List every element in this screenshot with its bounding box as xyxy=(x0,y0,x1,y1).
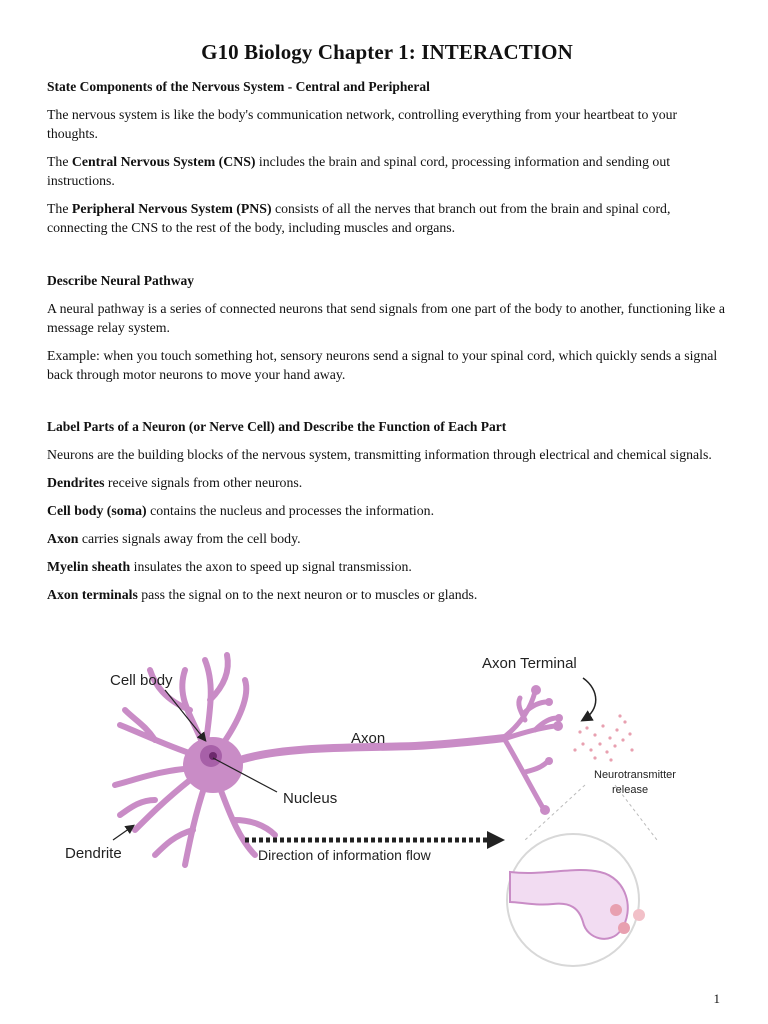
paragraph-cns xyxy=(47,152,727,190)
axon-terminal-pointer xyxy=(583,678,596,720)
label-flow: Direction of information flow xyxy=(258,847,431,863)
part-term: Cell body (soma) xyxy=(47,503,147,518)
pns-rest: consists of all the nerves that branch out from the brain and spinal cord, connecting the CNS to the rest of the body, including muscles and organs. xyxy=(47,201,671,235)
section-heading-nervous-system: State Components of the Nervous System - Central and Peripheral xyxy=(47,79,430,94)
cns-rest: includes the brain and spinal cord, processing information and sending out instructions. xyxy=(47,154,671,188)
paragraph-pns xyxy=(47,199,727,237)
page-number: 1 xyxy=(713,991,720,1006)
label-axon-terminal: Axon Terminal xyxy=(482,655,577,672)
paragraph-neuron-intro: Neurons are the building blocks of the nervous system, transmitting information through electrical and chemical signals. xyxy=(47,447,712,462)
part-myelin-sheath xyxy=(47,557,727,576)
part-desc: pass the signal on to the next neuron or to muscles or glands. xyxy=(137,587,478,602)
part-desc: carries signals away from the cell body. xyxy=(78,531,301,546)
axon-terminal-shape xyxy=(503,692,557,808)
label-cell-body: Cell body xyxy=(110,672,173,689)
paragraph-pathway-definition: A neural pathway is a series of connected neurons that send signals from one part of the body to another, functioning like a message relay system. xyxy=(47,301,725,335)
cns-prefix: The xyxy=(47,154,72,169)
section-heading-neural-pathway: Describe Neural Pathway xyxy=(47,273,194,288)
part-axon-terminals xyxy=(47,585,727,604)
dendrite-pointer xyxy=(113,826,133,840)
paragraph-pathway-example: Example: when you touch something hot, sensory neurons send a signal to your spinal cord, which quickly sends a signal back through motor neurons to move your hand away. xyxy=(47,348,718,382)
part-term: Axon terminals xyxy=(47,587,138,602)
cns-term: Central Nervous System (CNS) xyxy=(71,154,256,169)
pns-prefix: The xyxy=(47,201,72,216)
part-desc: insulates the axon to speed up signal transmission. xyxy=(130,559,412,574)
paragraph-intro: The nervous system is like the body's communication network, controlling everything from your heartbeat to your thoughts. xyxy=(47,107,678,141)
part-cell-body xyxy=(47,501,727,520)
label-nucleus: Nucleus xyxy=(283,790,338,807)
document-page xyxy=(47,40,727,613)
section-heading-neuron-parts: Label Parts of a Neuron (or Nerve Cell) and Describe the Function of Each Part xyxy=(47,419,507,434)
part-term: Dendrites xyxy=(47,475,105,490)
part-dendrites xyxy=(47,473,727,492)
label-axon: Axon xyxy=(351,730,386,747)
part-desc: receive signals from other neurons. xyxy=(104,475,303,490)
label-release: release xyxy=(612,784,649,796)
neurotransmitter-dots xyxy=(573,714,633,761)
neuron-diagram xyxy=(55,640,715,980)
part-term: Myelin sheath xyxy=(47,559,131,574)
part-desc: contains the nucleus and processes the information. xyxy=(146,503,435,518)
label-dendrite: Dendrite xyxy=(65,845,122,862)
label-neurotransmitter: Neurotransmitter xyxy=(594,769,676,781)
part-term: Axon xyxy=(47,531,79,546)
pns-term: Peripheral Nervous System (PNS) xyxy=(71,201,272,216)
part-axon xyxy=(47,529,727,548)
page-title: G10 Biology Chapter 1: INTERACTION xyxy=(201,40,573,64)
